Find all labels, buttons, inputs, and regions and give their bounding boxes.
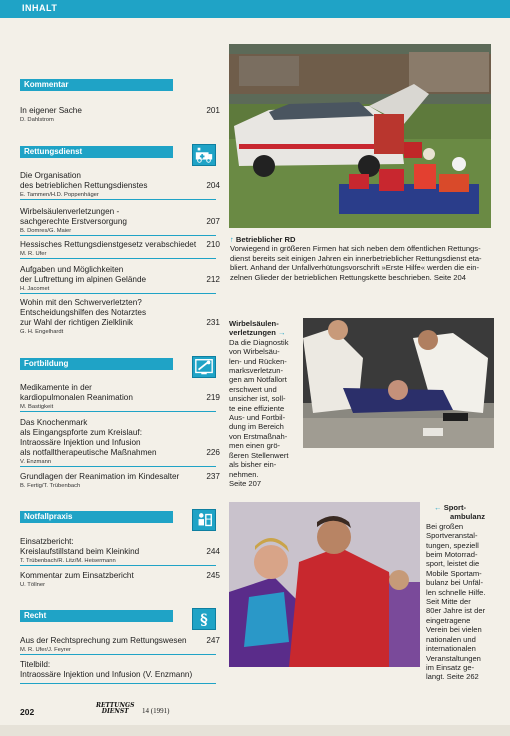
- entry-title: Hessisches Rettungsdienstgesetz verabschiedet: [20, 240, 197, 249]
- entry-rule: [20, 565, 216, 566]
- caption-line: Verein bei vielen: [426, 625, 482, 635]
- caption-line: Veranstaltungen: [426, 653, 481, 663]
- caption-title: Sport-: [443, 503, 467, 512]
- caption-wirbelsaeulen: [229, 319, 301, 488]
- entry-authors: H. Jacomet: [20, 286, 50, 292]
- entry-title: kardiopulmonalen Reanimation: [20, 393, 133, 402]
- caption-line: bulanz bei Unfäl-: [426, 578, 483, 588]
- section-title: Notfallpraxis: [24, 512, 73, 521]
- caption-line: unsicher ist, soll-: [229, 394, 286, 404]
- entry-authors: D. Dahlstrom: [20, 117, 54, 123]
- caption-line: als bisher ein-: [229, 460, 277, 470]
- caption-line: Aus- und Fortbil-: [229, 413, 286, 423]
- caption-line: von Wirbelsäu-: [229, 347, 280, 357]
- entry-title: Medikamente in der: [20, 383, 92, 392]
- titlebild-note: [20, 660, 220, 680]
- caption-line: marksverletzun-: [229, 366, 284, 376]
- caption-title: Betrieblicher RD: [235, 235, 296, 244]
- entry-title: Das Knochenmark: [20, 418, 88, 427]
- caption-line: nationalen und: [426, 634, 476, 644]
- toc-entry[interactable]: [20, 418, 220, 466]
- logo-line: RETTUNGS: [96, 702, 135, 709]
- entry-page: 245: [206, 571, 220, 580]
- toc-entry[interactable]: [20, 636, 220, 654]
- caption-line: gen am Notfallort: [229, 375, 287, 385]
- section-header-notfallpraxis: [20, 511, 173, 523]
- issue-number: 14 (1991): [142, 707, 170, 715]
- section-header-kommentar: [20, 79, 173, 91]
- entry-authors: T. Trübenbach/R. Litz/M. Heisermann: [20, 558, 116, 564]
- entry-page: 210: [206, 240, 220, 249]
- caption-line: nehmen.: [229, 469, 259, 479]
- entry-authors: B. Fertig/T. Trübenbach: [20, 483, 81, 489]
- entry-page: 231: [206, 318, 220, 327]
- page-number: 202: [20, 707, 35, 717]
- entry-authors: M. R. Ufer/J. Feyrer: [20, 647, 71, 653]
- caption-betrieblicher-rd: [230, 235, 492, 282]
- caption-line: men einen grö-: [229, 441, 281, 451]
- entry-authors: V. Enzmann: [20, 459, 52, 465]
- entry-rule: [20, 199, 216, 200]
- toc-entry[interactable]: [20, 571, 220, 589]
- section-header-rettungsdienst: [20, 146, 173, 158]
- caption-line: beim Motorrad-: [426, 550, 478, 560]
- entry-rule: [20, 258, 216, 259]
- entry-rule: [20, 411, 216, 412]
- toc-entry[interactable]: [20, 265, 220, 293]
- entry-title: Aus der Rechtsprechung zum Rettungswesen: [20, 636, 187, 645]
- caption-line: sport, leistet die: [426, 559, 480, 569]
- caption-line: te eine effiziente: [229, 403, 285, 413]
- caption-sportambulanz: [426, 503, 506, 682]
- magazine-logo: [96, 703, 134, 715]
- entry-title: Kommentar zum Einsatzbericht: [20, 571, 134, 580]
- svg-text:§: §: [200, 611, 208, 629]
- entry-title: als Eingangspforte zum Kreislauf:: [20, 428, 142, 437]
- section-header-fortbildung: [20, 358, 173, 370]
- entry-page: 207: [206, 217, 220, 226]
- caption-line: eingetragene: [426, 615, 471, 625]
- entry-page: 247: [206, 636, 220, 645]
- ambulance-icon: [192, 144, 216, 166]
- entry-title: Grundlagen der Reanimation im Kindesalter: [20, 472, 180, 481]
- arrow-left-icon: ←: [434, 503, 442, 512]
- entry-rule: [20, 466, 216, 467]
- entry-authors: G. H. Engelhardt: [20, 329, 64, 335]
- toc-entry[interactable]: [20, 298, 220, 336]
- entry-title: Wohin mit den Schwerverletzten?: [20, 298, 142, 307]
- entry-page: 237: [206, 472, 220, 481]
- titlebild-label: Titelbild:: [20, 660, 51, 669]
- caption-line: internationalen: [426, 644, 476, 654]
- caption-line: dienst bereits seit einigen Jahren ein innerbetrieblicher Rettungsdienst eta-: [230, 253, 482, 263]
- caption-line: langt. Seite 262: [426, 672, 479, 682]
- entry-authors: M. Bastigkeit: [20, 404, 54, 410]
- entry-authors: E. Tammen/H.D. Poppenhäger: [20, 192, 99, 198]
- entry-authors: B. Domres/G. Maier: [20, 228, 72, 234]
- caption-line: len- und Rücken-: [229, 356, 287, 366]
- entry-page: 204: [206, 181, 220, 190]
- entry-title: des betrieblichen Rettungsdienstes: [20, 181, 148, 190]
- section-title: Fortbildung: [24, 359, 69, 368]
- caption-line: von Erstmaßnah-: [229, 431, 288, 441]
- photo-spinal-injury: [303, 318, 494, 448]
- entry-title: Intraossäre Injektion und Infusion: [20, 438, 141, 447]
- header-bar: [0, 0, 510, 18]
- caption-line: dung im Bereich: [229, 422, 284, 432]
- entry-authors: U. Töllner: [20, 582, 46, 588]
- entry-rule: [20, 293, 216, 294]
- toc-entry[interactable]: [20, 240, 220, 258]
- entry-title: als notfalltherapeutische Maßnahmen: [20, 448, 157, 457]
- caption-line: Bei großen: [426, 521, 464, 531]
- entry-page: 226: [206, 448, 220, 457]
- caption-line: tungen, speziell: [426, 540, 479, 550]
- entry-title: Einsatzbericht:: [20, 537, 74, 546]
- header-label: INHALT: [22, 3, 58, 13]
- paragraph-icon: [192, 608, 216, 630]
- caption-line: im Einsatz ge-: [426, 662, 475, 672]
- entry-title: Entscheidungshilfen des Notarztes: [20, 308, 147, 317]
- caption-line: len schnelle Hilfe.: [426, 587, 486, 597]
- toc-entry[interactable]: [20, 207, 220, 235]
- caption-line: Mobile Sportam-: [426, 568, 482, 578]
- caption-line: Sportveranstal-: [426, 531, 478, 541]
- logo-line: DIENST: [101, 708, 129, 715]
- entry-title: sachgerechte Erstversorgung: [20, 217, 127, 226]
- toc-entry[interactable]: [20, 171, 220, 199]
- entry-title: Kreislaufstillstand beim Kleinkind: [20, 547, 140, 556]
- caption-line: Da die Diagnostik: [229, 337, 289, 347]
- toc-entry[interactable]: [20, 383, 220, 411]
- photo-rescue-vehicle: [229, 44, 491, 228]
- arrow-up-icon: ↑: [230, 235, 234, 244]
- caption-title: verletzungen: [229, 328, 276, 338]
- caption-title: ambulanz: [450, 512, 486, 522]
- training-icon: [192, 356, 216, 378]
- titlebild-text: Intraossäre Injektion und Infusion (V. Enzmann): [20, 670, 193, 679]
- entry-rule: [20, 654, 216, 655]
- entry-title: In eigener Sache: [20, 106, 82, 115]
- caption-line: bliert. Anhand der Unfallverhütungsvorschrift »Erste Hilfe« werden die ein-: [230, 263, 480, 273]
- entry-page: 212: [206, 275, 220, 284]
- entry-title: der Luftrettung im alpinen Gelände: [20, 275, 147, 284]
- section-title: Kommentar: [24, 80, 69, 89]
- entry-title: Wirbelsäulenverletzungen -: [20, 207, 120, 216]
- arrow-right-icon: →: [277, 328, 286, 338]
- entry-rule: [20, 235, 216, 236]
- caption-line: Seite 207: [229, 478, 262, 488]
- bottom-edge: [0, 725, 510, 736]
- entry-rule: [20, 683, 216, 684]
- caption-line: zelnen Glieder der betrieblichen Rettungskette beschrieben. Seite 204: [230, 272, 466, 282]
- caption-line: Vorwiegend in größeren Firmen hat sich neben dem öffentlichen Rettungs-: [230, 244, 481, 254]
- section-title: Recht: [24, 611, 47, 620]
- toc-entry[interactable]: [20, 537, 220, 565]
- section-header-recht: [20, 610, 173, 622]
- toc-entry[interactable]: [20, 106, 220, 124]
- caption-line: erschwert und: [229, 384, 277, 394]
- toc-entry[interactable]: [20, 472, 220, 490]
- entry-page: 244: [206, 547, 220, 556]
- caption-title: Wirbelsäulen-: [229, 319, 279, 328]
- entry-page: 219: [206, 393, 220, 402]
- caption-line: Seit Mitte der: [426, 597, 471, 607]
- entry-authors: M. R. Ufer: [20, 251, 47, 257]
- patient-care-icon: [192, 509, 216, 531]
- caption-line: 80er Jahre ist der: [426, 606, 486, 616]
- entry-title: Aufgaben und Möglichkeiten: [20, 265, 124, 274]
- entry-title: zur Wahl der richtigen Zielklinik: [20, 318, 133, 327]
- photo-sports-ambulance: [229, 502, 420, 667]
- entry-page: 201: [206, 106, 220, 115]
- entry-title: Die Organisation: [20, 171, 81, 180]
- caption-line: ßeren Stellenwert: [229, 450, 289, 460]
- section-title: Rettungsdienst: [24, 147, 83, 156]
